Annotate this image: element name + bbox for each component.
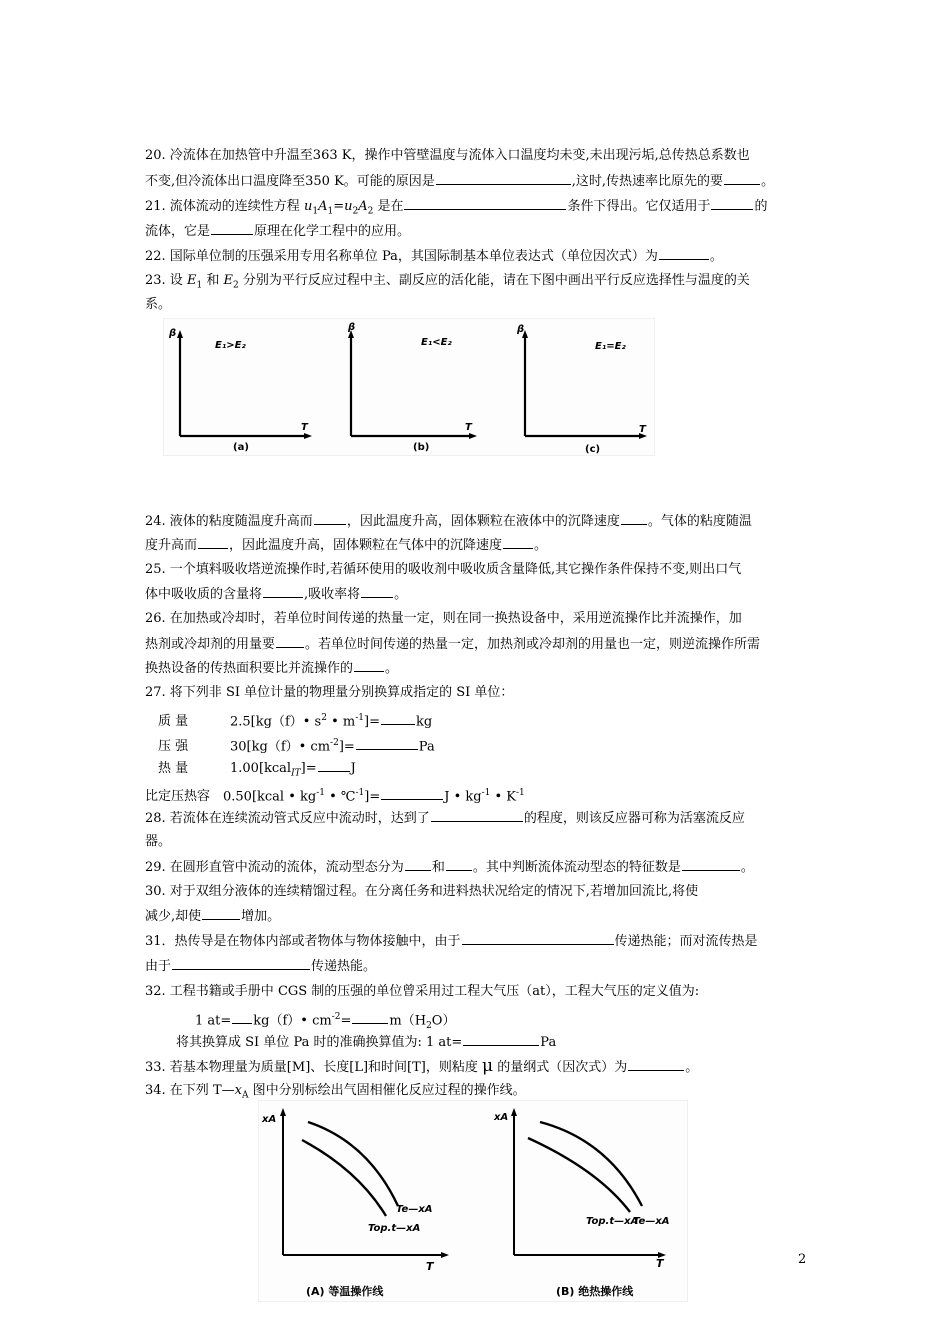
text: 24. 液体的粘度随温度升高而 — [145, 514, 313, 529]
text: IT — [291, 768, 301, 779]
eq-sub: 1 — [327, 206, 334, 217]
eq-symbol: A — [318, 199, 328, 214]
text: 。 — [394, 587, 408, 602]
x-axis-label: T — [465, 422, 472, 433]
text: O） — [431, 1013, 456, 1029]
q32-line3 — [176, 1033, 846, 1052]
q33-line — [145, 1057, 815, 1077]
q20-line2 — [145, 172, 815, 191]
y-axis-label: β — [517, 324, 525, 335]
text: 度升高而 — [145, 538, 198, 553]
eq-sub: 1 — [196, 280, 203, 291]
q31-line2 — [145, 957, 815, 976]
eq-sub: A — [241, 1090, 249, 1101]
text: 是在 — [373, 199, 404, 214]
curve-label-equilibrium: Te—xA — [396, 1204, 433, 1215]
text: 由于 — [145, 959, 172, 974]
text: 将其换算成 SI 单位 Pa 时的准确换算值为: 1 at= — [176, 1035, 463, 1050]
answer-blank[interactable] — [431, 809, 523, 822]
text: ，因此温度升高，固体颗粒在气体中的沉降速度 — [229, 538, 503, 553]
eq-sub: 2 — [367, 206, 374, 217]
q30-line2 — [145, 907, 815, 926]
condition-label: E₁<E₂ — [421, 337, 452, 348]
quantity-name: 压 强 — [158, 739, 189, 755]
text: -2 — [330, 738, 339, 748]
text: 的量纲式（因次式）为 — [493, 1060, 628, 1075]
eq-symbol: A — [358, 199, 368, 214]
eq-symbol: x — [234, 1083, 242, 1098]
text: 条件下得出。它仅适用于 — [567, 199, 711, 214]
plot-caption: (B) 绝热操作线 — [556, 1285, 634, 1298]
text: ]= — [338, 739, 355, 755]
q24-line1 — [145, 512, 815, 531]
text: • m — [326, 714, 356, 730]
plot-caption: (a) — [233, 442, 249, 453]
quantity-name: 热 量 — [158, 761, 189, 776]
text: 0.50[kcal • kg — [223, 789, 317, 805]
answer-blank[interactable] — [724, 172, 760, 185]
answer-blank[interactable] — [318, 759, 350, 772]
q26-line2 — [145, 635, 815, 654]
text: 。气体的粘度随温 — [647, 514, 752, 529]
answer-blank[interactable] — [462, 932, 614, 945]
text: 和 — [202, 273, 224, 288]
q20-line1: 20. 冷流体在加热管中升温至363 K，操作中管壁温度与流体入口温度均未变,未出现污垢,总传热总系数也 — [145, 148, 750, 163]
answer-blank[interactable] — [405, 858, 431, 871]
condition-label: E₁=E₂ — [595, 341, 626, 352]
plot-caption: (b) — [413, 442, 430, 453]
q26-line1: 26. 在加热或冷却时，若单位时间传递的热量一定，则在同一换热设备中，采用逆流操作比并流操作，加 — [145, 611, 742, 626]
text: ]= — [364, 714, 380, 730]
eq-equals: = — [333, 199, 345, 214]
text: -1 — [355, 713, 365, 723]
selectivity-temperature-figure — [163, 318, 655, 456]
text: 28. 若流体在连续流动管式反应中流动时，达到了 — [145, 811, 430, 826]
eq-symbol: u — [303, 199, 313, 214]
q22-line — [145, 247, 815, 266]
q27-row-mass — [158, 709, 828, 731]
text: ]= — [300, 761, 317, 776]
answer-blank[interactable] — [211, 222, 253, 235]
text: 2 — [321, 713, 327, 723]
quantity-name: 质 量 — [158, 714, 189, 730]
eq-sub: 1 — [312, 206, 319, 217]
text: 换热设备的传热面积要比并流操作的 — [145, 661, 354, 676]
text: 热剂或冷却剂的用量要 — [145, 637, 276, 652]
q27-row-pressure — [158, 734, 828, 756]
answer-blank[interactable] — [682, 858, 740, 871]
answer-blank[interactable] — [354, 659, 384, 672]
unit: kg — [415, 714, 433, 730]
unit: Pa — [418, 739, 435, 755]
eq-symbol: E — [186, 273, 197, 288]
text: 和 — [431, 860, 445, 875]
text: kg（f）• cm — [253, 1013, 332, 1029]
text: 体中吸收质的含量将 — [145, 587, 263, 602]
unit: • K — [490, 789, 517, 805]
text: 。其中判断流体流动型态的特征数是 — [472, 860, 681, 875]
text: -2 — [331, 1012, 341, 1022]
text: 。 — [709, 249, 723, 264]
answer-blank[interactable] — [381, 712, 415, 725]
y-axis-label: xA — [494, 1112, 509, 1123]
text: 。若单位时间传递的热量一定，加热剂或冷却剂的用量也一定，则逆流操作所需 — [305, 637, 761, 652]
answer-blank[interactable] — [276, 635, 304, 648]
x-axis-label: T — [656, 1257, 664, 1270]
answer-blank[interactable] — [314, 512, 346, 525]
q21-line2 — [145, 222, 815, 241]
unit: J — [350, 761, 356, 776]
y-axis-label: β — [169, 328, 177, 339]
eq-sub: 2 — [352, 206, 359, 217]
text: 2 — [426, 1020, 432, 1031]
q21-line1 — [145, 197, 815, 221]
text: 增加。 — [241, 909, 281, 924]
x-axis-label: T — [426, 1260, 434, 1273]
q23-line2: 系。 — [145, 297, 172, 312]
eq-symbol: u — [344, 199, 353, 214]
curve-label-equilibrium: Te—xA — [633, 1216, 670, 1227]
text: • ℃ — [325, 789, 356, 805]
q30-line1: 30. 对于双组分液体的连续精馏过程。在分离任务和进料热状况给定的情况下,若增加回流比,将使 — [145, 884, 699, 899]
text: = — [340, 1013, 352, 1029]
answer-blank[interactable] — [356, 737, 418, 750]
x-axis-label: T — [639, 424, 646, 435]
unit: J • kg — [444, 789, 482, 805]
text: 29. 在圆形直管中流动的流体，流动型态分为 — [145, 860, 404, 875]
text: ,吸收率将 — [304, 587, 361, 602]
eq-sub: 2 — [232, 280, 239, 291]
text: ]= — [364, 789, 381, 805]
answer-blank[interactable] — [381, 787, 443, 800]
text: -1 — [355, 788, 365, 798]
text: 1 at= — [195, 1013, 232, 1029]
q32-line2 — [195, 1008, 865, 1035]
answer-blank[interactable] — [361, 585, 393, 598]
q26-line3 — [145, 659, 815, 678]
mu-symbol: μ — [482, 1056, 494, 1076]
answer-blank[interactable] — [352, 1011, 388, 1024]
text: 30[kg（f）• cm — [230, 739, 331, 755]
text: 21. 流体流动的连续性方程 — [145, 199, 304, 214]
plot-caption: (c) — [585, 444, 601, 455]
answer-blank[interactable] — [463, 1033, 539, 1046]
answer-blank[interactable] — [711, 197, 753, 210]
page-number: 2 — [798, 1252, 807, 1267]
text: 流体，它是 — [145, 224, 211, 239]
x-axis-label: T — [301, 422, 308, 433]
text: 传递热能；而对流传热是 — [614, 934, 758, 949]
q27-row-heat-capacity — [145, 784, 815, 806]
text: 31．热传导是在物体内部或者物体与物体接触中，由于 — [145, 934, 461, 949]
eq-symbol: E — [223, 273, 233, 288]
text: -1 — [481, 788, 491, 798]
q25-line1: 25. 一个填料吸收塔逆流操作时,若循环使用的吸收剂中吸收质含量降低,其它操作条件保持不变,则出口气 — [145, 562, 742, 577]
text: 不变,但冷流体出口温度降至350 K。可能的原因是 — [145, 174, 435, 189]
q29-line — [145, 858, 815, 877]
q27-intro: 27. 将下列非 SI 单位计量的物理量分别换算成指定的 SI 单位： — [145, 685, 514, 700]
q32-line1: 32. 工程书籍或手册中 CGS 制的压强的单位曾采用过工程大气压（at），工程大气压的定义值为: — [145, 984, 700, 999]
q27-row-heat — [158, 759, 828, 783]
text: 。 — [534, 538, 548, 553]
text: 原理在化学工程中的应用。 — [254, 224, 411, 239]
y-axis-label: β — [348, 322, 356, 333]
answer-blank[interactable] — [202, 907, 240, 920]
text: 。 — [740, 860, 754, 875]
q25-line2 — [145, 585, 815, 604]
answer-blank[interactable] — [232, 1011, 252, 1024]
text: 减少,却使 — [145, 909, 202, 924]
text: 33. 若基本物理量为质量[M]、长度[L]和时间[T]，则粘度 — [145, 1060, 482, 1075]
y-axis-label: xA — [262, 1114, 277, 1125]
text: -1 — [316, 788, 325, 798]
q28-line1 — [145, 809, 815, 828]
text: 传递热能。 — [311, 959, 377, 974]
answer-blank[interactable] — [659, 247, 709, 260]
text: 。 — [385, 661, 399, 676]
plot-caption: (A) 等温操作线 — [306, 1285, 384, 1298]
text: 。 — [685, 1060, 699, 1075]
q23-line1 — [145, 272, 815, 295]
answer-blank[interactable] — [628, 1058, 684, 1071]
text: 。 — [761, 174, 775, 189]
answer-blank[interactable] — [621, 512, 647, 525]
answer-blank[interactable] — [446, 858, 472, 871]
answer-blank[interactable] — [172, 957, 310, 970]
text: 分别为平行反应过程中主、副反应的活化能，请在下图中画出平行反应选择性与温度的关 — [238, 273, 750, 288]
curve-label-optimal: Top.t—xA — [586, 1216, 639, 1227]
text: 图中分别标绘出气固相催化反应过程的操作线。 — [248, 1083, 526, 1098]
quantity-name: 比定压热容 — [145, 789, 211, 805]
text: ,这时,传热速率比原先的要 — [571, 174, 724, 189]
text: -1 — [516, 788, 525, 798]
q28-line2: 器。 — [145, 834, 172, 849]
q31-line1 — [145, 932, 815, 951]
answer-blank[interactable] — [263, 585, 303, 598]
text: 1.00[kcal — [230, 761, 292, 776]
answer-blank[interactable] — [503, 536, 533, 549]
operating-line-figure — [258, 1100, 688, 1302]
text: m（H — [389, 1013, 427, 1029]
text: Pa — [540, 1035, 557, 1050]
text: ，因此温度升高，固体颗粒在液体中的沉降速度 — [346, 514, 620, 529]
answer-blank[interactable] — [198, 536, 228, 549]
answer-blank[interactable] — [436, 172, 571, 185]
text: 2.5[kg（f）• s — [230, 714, 322, 730]
text: 22. 国际单位制的压强采用专用名称单位 Pa，其国际制基本单位表达式（单位因次式）为 — [145, 249, 658, 264]
q24-line2 — [145, 536, 815, 555]
curve-label-optimal: Top.t—xA — [368, 1223, 421, 1234]
text: 34. 在下列 T— — [145, 1083, 235, 1098]
text: 的 — [754, 199, 768, 214]
answer-blank[interactable] — [404, 197, 566, 210]
condition-label: E₁>E₂ — [215, 340, 246, 351]
text: 的程度，则该反应器可称为活塞流反应 — [523, 811, 745, 826]
text: 23. 设 — [145, 273, 187, 288]
